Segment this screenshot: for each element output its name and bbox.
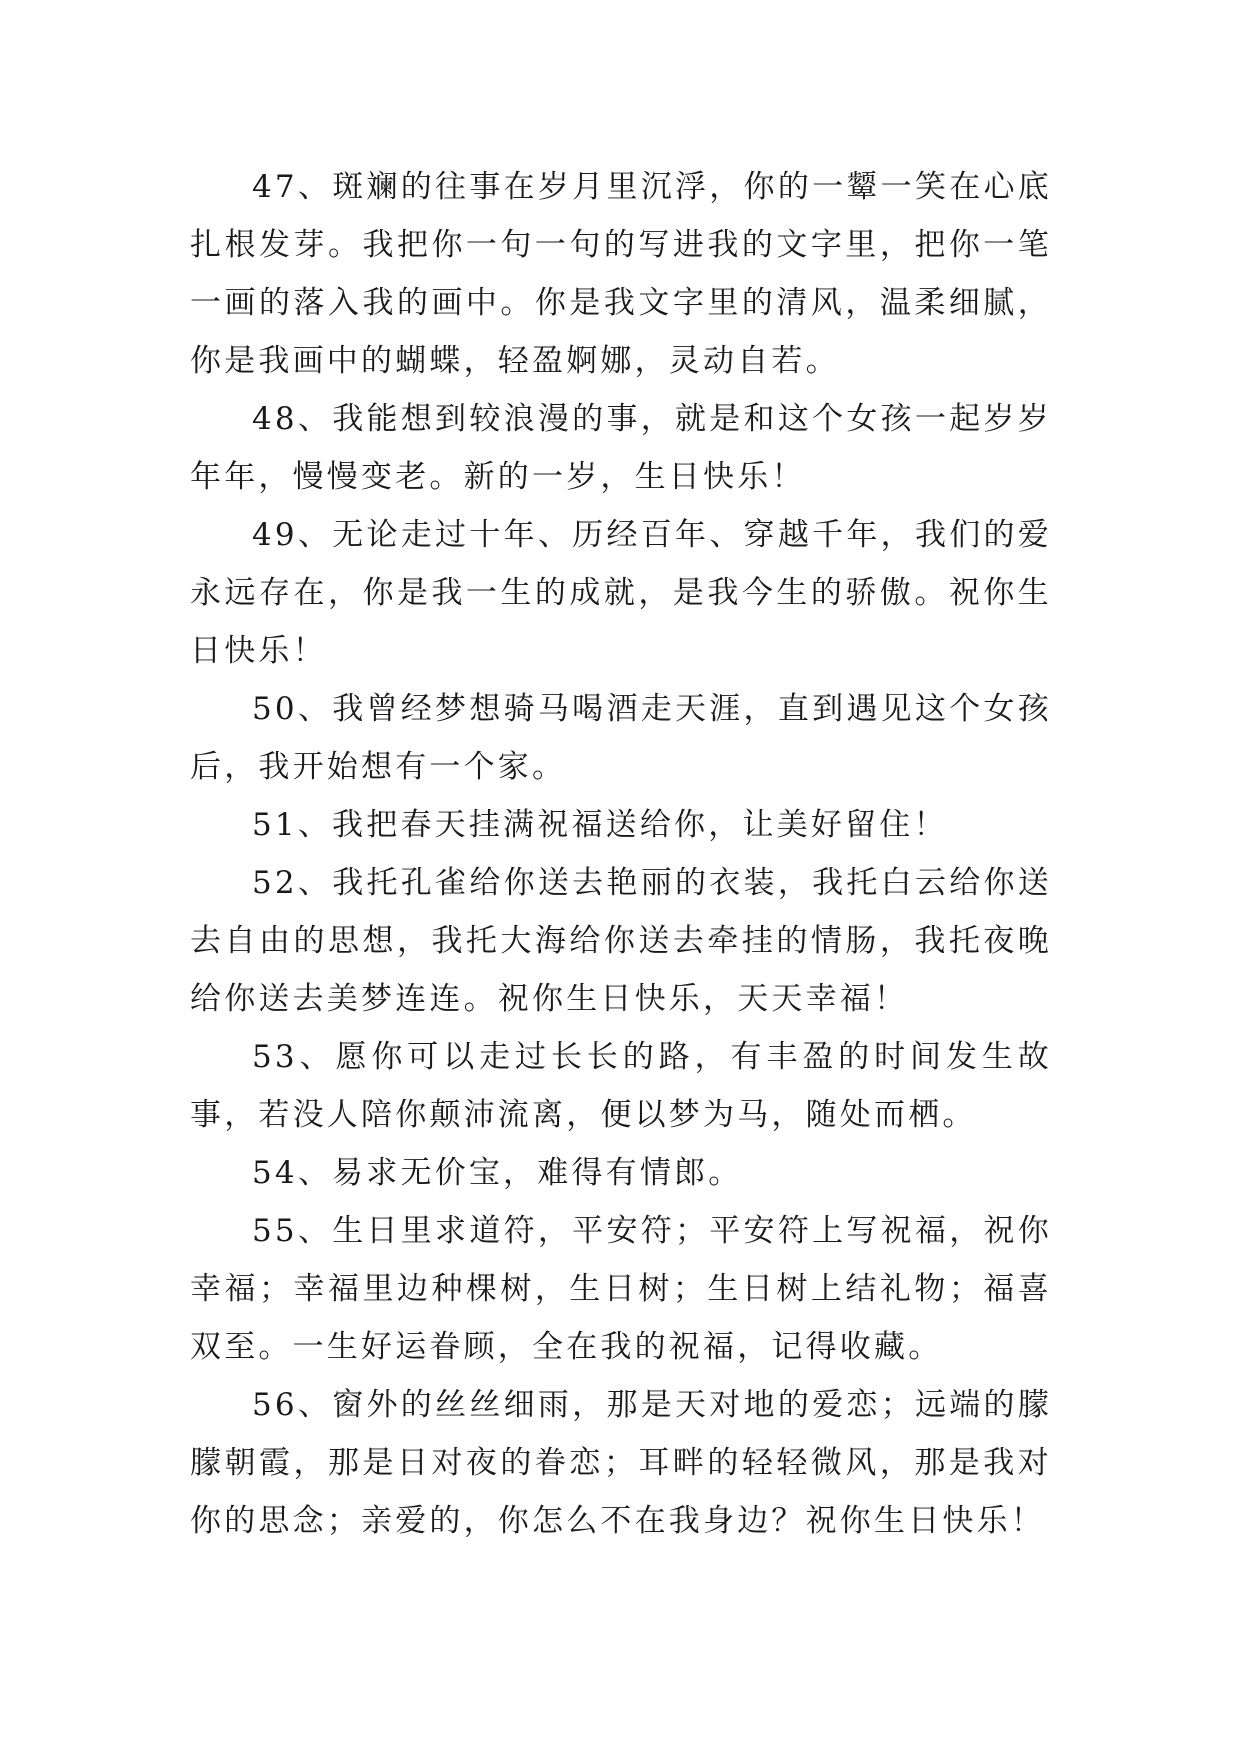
- paragraph-54: 54、易求无价宝，难得有情郎。: [252, 1155, 743, 1191]
- paragraph-53: 53、愿你可以走过长长的路，有丰盈的时间发生故事，若没人陪你颠沛流离，便以梦为马，随处而栖。: [190, 1039, 1052, 1133]
- paragraph-55: 55、生日里求道符，平安符；平安符上写祝福，祝你幸福；幸福里边种棵树，生日树；生日树上结礼物；福喜双至。一生好运眷顾，全在我的祝福，记得收藏。: [190, 1213, 1052, 1365]
- paragraph-49: 49、无论走过十年、历经百年、穿越千年，我们的爱永远存在，你是我一生的成就，是我今生的骄傲。祝你生日快乐！: [190, 517, 1052, 669]
- document-body: [190, 158, 1052, 1550]
- paragraph-47: 47、斑斓的往事在岁月里沉浮，你的一颦一笑在心底扎根发芽。我把你一句一句的写进我的文字里，把你一笔一画的落入我的画中。你是我文字里的清风，温柔细腻，你是我画中的蝴蝶，轻盈婀娜，灵动自若。: [190, 169, 1052, 379]
- paragraph-52: 52、我托孔雀给你送去艳丽的衣装，我托白云给你送去自由的思想，我托大海给你送去牵挂的情肠，我托夜晚给你送去美梦连连。祝你生日快乐，天天幸福！: [190, 865, 1052, 1017]
- paragraph-48: 48、我能想到较浪漫的事，就是和这个女孩一起岁岁年年，慢慢变老。新的一岁，生日快乐！: [190, 401, 1052, 495]
- paragraph-56: 56、窗外的丝丝细雨，那是天对地的爱恋；远端的朦朦朝霞，那是日对夜的眷恋；耳畔的轻轻微风，那是我对你的思念；亲爱的，你怎么不在我身边？祝你生日快乐！: [190, 1387, 1052, 1539]
- paragraph-51: 51、我把春天挂满祝福送给你，让美好留住！: [252, 807, 948, 843]
- paragraph-50: 50、我曾经梦想骑马喝酒走天涯，直到遇见这个女孩后，我开始想有一个家。: [190, 691, 1052, 785]
